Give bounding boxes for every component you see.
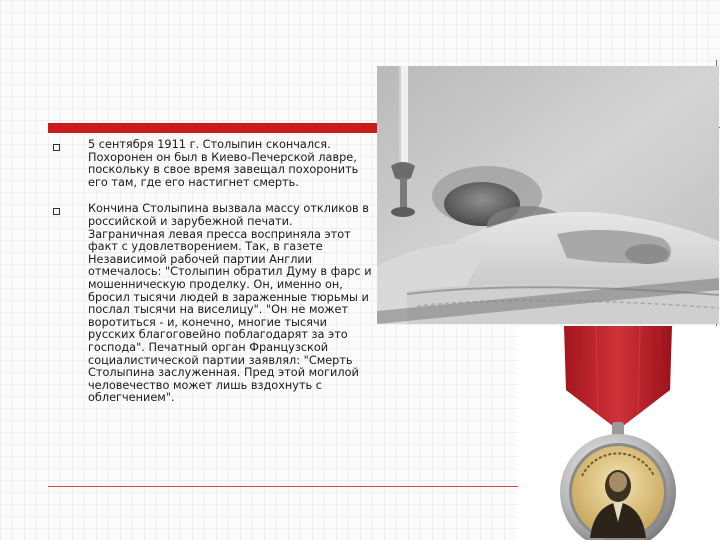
bullet-item xyxy=(50,139,372,189)
bullet-list xyxy=(50,139,372,419)
title-accent-bar xyxy=(48,123,378,133)
funeral-photo xyxy=(377,66,719,324)
bullet-item xyxy=(50,203,372,405)
bullet-text: Кончина Столыпина вызвала массу откликов в российской и зарубежной печати. Заграничная левая пресса восприняла этот факт с удовлетворением. Так, в газете Независимой рабочей партии Англии отмечалось: "Столыпин обратил Думу в фарс и мошенническую проделку. Он, именно он, бросил тысячи людей в зараженные тюрьмы и послал тысячи на виселицу". "Он не может воротиться - и, конечно, многие тысячи русских благоговейно поблагодарят за это господа". Печатный орган Французской социалистической партии заявлял: "Смерть Столыпина заслуженная. Пред этой могилой человечество может лишь вздохнуть с облегчением". xyxy=(88,202,372,405)
square-bullet-icon xyxy=(53,208,60,215)
medal-photo xyxy=(516,326,720,540)
bottom-divider-line xyxy=(48,486,518,487)
bullet-text: 5 сентября 1911 г. Столыпин скончался. Похоронен он был в Киево-Печерской лавре, поскольку в свое время завещал похоронить его там, где его настигнет смерть. xyxy=(88,138,359,189)
square-bullet-icon xyxy=(53,144,60,151)
